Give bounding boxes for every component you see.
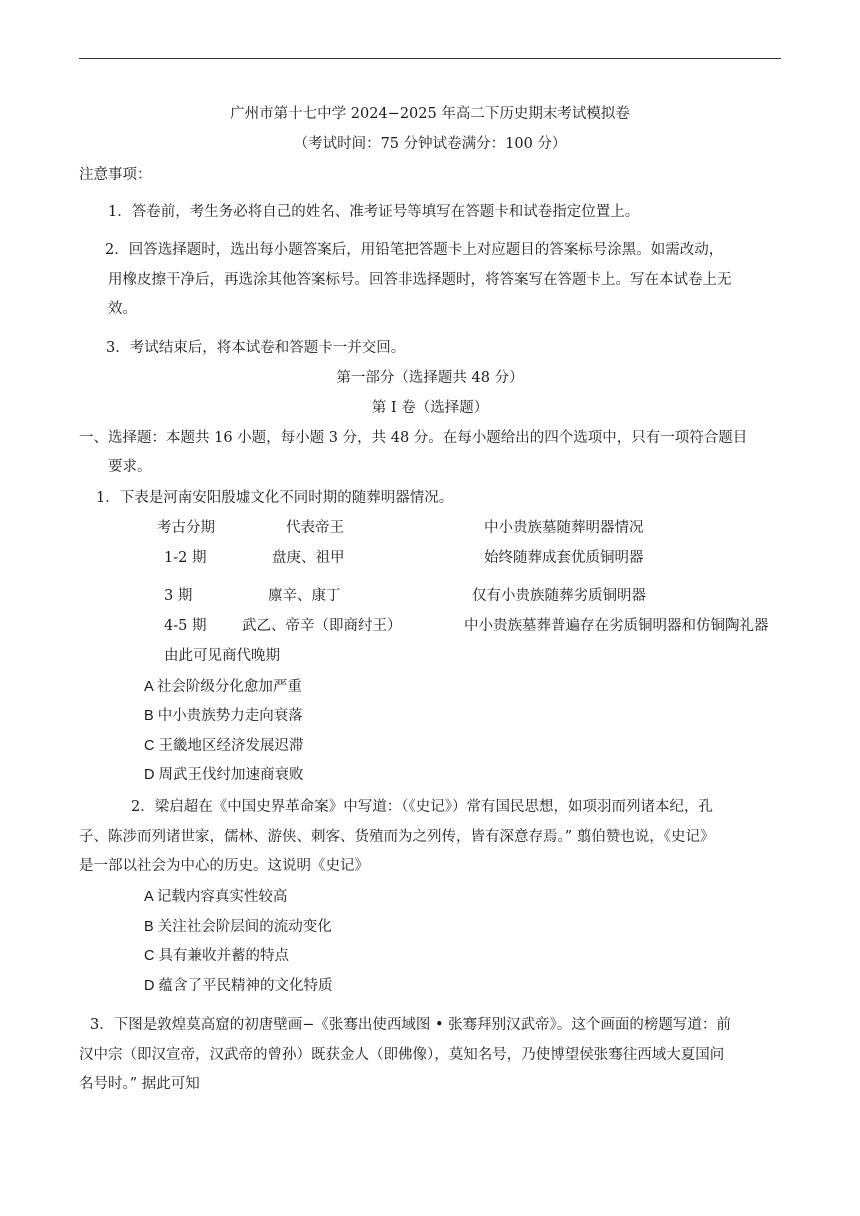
notice-item-2-line-1: 2．回答选择题时，选出每小题答案后，用铅笔把答题卡上对应题目的答案标号涂黑。如需改动， [105, 242, 724, 258]
section-instruction-line-1: 一、选择题：本题共 16 小题，每小题 3 分，共 48 分。在每小题给出的四个选项中，只有一项符合题目 [79, 430, 748, 446]
notice-heading: 注意事项： [79, 167, 152, 183]
table-cell: 1-2 期 [164, 550, 207, 566]
table-header-period: 考古分期 [157, 520, 215, 536]
table-cell: 仅有小贵族随葬劣质铜明器 [472, 588, 646, 604]
table-header-situation: 中小贵族墓随葬明器情况 [484, 520, 644, 536]
q2-option-a: A 记载内容真实性较高 [144, 889, 288, 905]
table-cell: 盘庚、祖甲 [272, 550, 345, 566]
q1-option-d: D 周武王伐纣加速商衰败 [144, 767, 304, 783]
table-cell: 中小贵族墓葬普遍存在劣质铜明器和仿铜陶礼器 [464, 618, 769, 634]
section-instruction-line-2: 要求。 [108, 459, 152, 475]
q1-stem: 1．下表是河南安阳殷墟文化不同时期的随葬明器情况。 [96, 490, 454, 506]
q2-stem-line-2: 子、陈涉而列诸世家，儒林、游侠、刺客、货殖而为之列传，皆有深意存焉。” 翦伯赞也说，《史记》 [79, 829, 715, 845]
table-cell: 武乙、帝辛（即商纣王） [242, 618, 402, 634]
q1-option-a: A 社会阶级分化愈加严重 [144, 679, 302, 695]
table-cell: 廪辛、康丁 [268, 588, 341, 604]
q2-option-d: D 蕴含了平民精神的文化特质 [144, 978, 333, 994]
notice-item-1: 1．答卷前，考生务必将自己的姓名、准考证号等填写在答题卡和试卷指定位置上。 [108, 204, 640, 220]
notice-item-3: 3．考试结束后，将本试卷和答题卡一并交回。 [106, 340, 406, 356]
header-rule [79, 58, 781, 59]
q2-stem-line-1: 2．梁启超在《中国史界革命案》中写道：（《史记》）常有国民思想，如项羽而列诸本纪，孔 [131, 799, 713, 815]
part1-title: 第一部分（选择题共 48 分） [336, 370, 524, 386]
notice-item-2-line-3: 效。 [108, 301, 137, 317]
exam-subtitle: （考试时间：75 分钟试卷满分：100 分） [293, 136, 567, 152]
q2-option-b: B 关注社会阶层间的流动变化 [144, 919, 332, 935]
q2-option-c: C 具有兼收并蓄的特点 [144, 948, 289, 964]
table-header-king: 代表帝王 [286, 520, 344, 536]
q3-stem-line-1: 3．下图是敦煌莫高窟的初唐壁画−《张骞出使西域图 • 张骞拜别汉武帝》。这个画面的榜题写道：前 [90, 1017, 731, 1033]
table-cell: 4-5 期 [164, 618, 207, 634]
notice-item-2-line-2: 用橡皮擦干净后，再选涂其他答案标号。回答非选择题时，将答案写在答题卡上。写在本试卷上无 [108, 272, 732, 288]
volume-title: 第 I 卷（选择题） [371, 400, 489, 416]
exam-title: 广州市第十七中学 2024−2025 年高二下历史期末考试模拟卷 [230, 106, 630, 122]
q2-stem-line-3: 是一部以社会为中心的历史。这说明《史记》 [79, 858, 369, 874]
q1-option-b: B 中小贵族势力走向衰落 [144, 708, 303, 724]
table-cell: 3 期 [164, 588, 193, 604]
q3-stem-line-3: 名号时。” 据此可知 [79, 1076, 200, 1092]
q1-conclusion: 由此可见商代晚期 [164, 648, 280, 664]
table-cell: 始终随葬成套优质铜明器 [484, 550, 644, 566]
q3-stem-line-2: 汉中宗（即汉宣帝，汉武帝的曾孙）既获金人（即佛像），莫知名号，乃使博望侯张骞往西域大夏国问 [79, 1047, 725, 1063]
q1-option-c: C 王畿地区经济发展迟滞 [144, 738, 304, 754]
